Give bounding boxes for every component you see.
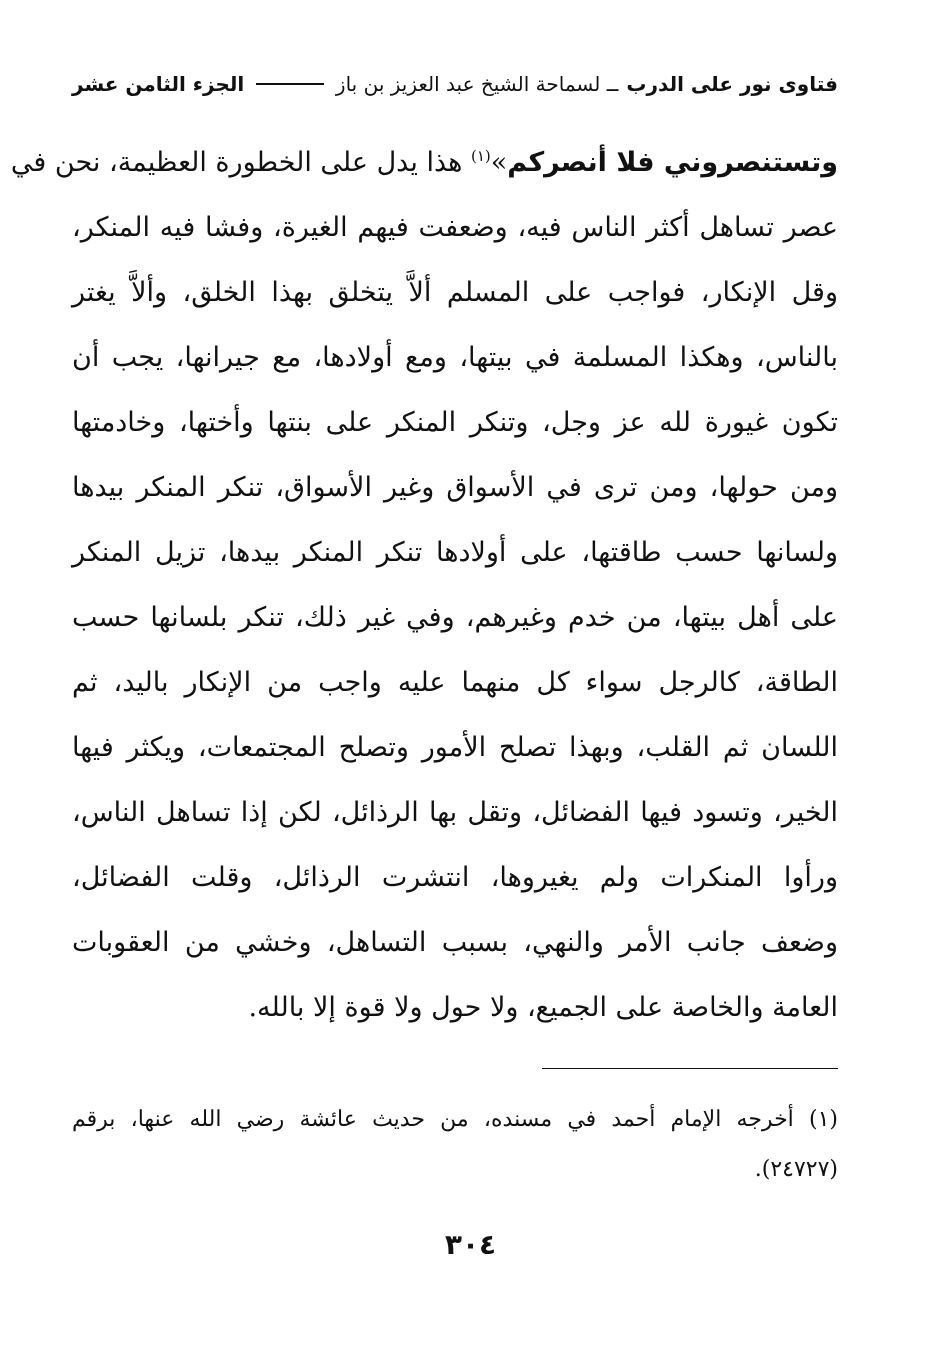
text-segment: هذا يدل على الخطورة العظيمة، نحن في <box>10 147 471 178</box>
body-text <box>10 130 838 1040</box>
text-line: على أهل بيتها، من خدم وغيرهم، وفي غير ذلك، تنكر بلسانها حسب <box>72 602 838 633</box>
text-line: وقل الإنكار، فواجب على المسلم ألاَّ يتخلق بهذا الخلق، وألاَّ يغتر <box>72 277 838 308</box>
text-line: ومن حولها، ومن ترى في الأسواق وغير الأسواق، تنكر المنكر بيدها <box>72 472 838 503</box>
bold-quote: وتستنصروني فلا أنصركم <box>507 147 838 178</box>
text-line: عصر تساهل أكثر الناس فيه، وضعفت فيهم الغيرة، وفشا فيه المنكر، <box>72 212 838 243</box>
text-line: اللسان ثم القلب، وبهذا تصلح الأمور وتصلح المجتمعات، ويكثر فيها <box>72 732 838 763</box>
page-number: ٣٠٤ <box>444 1228 497 1261</box>
text-line: بالناس، وهكذا المسلمة في بيتها، ومع أولادها، مع جيرانها، يجب أن <box>72 342 838 373</box>
running-header <box>72 64 838 104</box>
volume-label: الجزء الثامن عشر <box>72 72 245 96</box>
author-name: ــ لسماحة الشيخ عبد العزيز بن باز <box>335 72 619 96</box>
text-line: وضعف جانب الأمر والنهي، بسبب التساهل، وخشي من العقوبات <box>72 927 838 958</box>
footnote-separator <box>542 1068 838 1069</box>
text-line: الخير، وتسود فيها الفضائل، وتقل بها الرذائل، لكن إذا تساهل الناس، <box>72 797 838 828</box>
text-line <box>10 130 838 195</box>
text-line: الطاقة، كالرجل سواء كل منهما عليه واجب من الإنكار باليد، ثم <box>72 667 838 698</box>
footnotes <box>72 1095 838 1195</box>
text-line: العامة والخاصة على الجميع، ولا حول ولا قوة إلا بالله. <box>248 992 838 1023</box>
book-title: فتاوى نور على الدرب <box>626 72 838 96</box>
footnote-line: (٢٤٧٢٧). <box>754 1157 838 1182</box>
quote-close: » <box>490 147 508 178</box>
text-line: ورأوا المنكرات ولم يغيروها، انتشرت الرذائل، وقلت الفضائل، <box>72 862 838 893</box>
text-line: تكون غيورة لله عز وجل، وتنكر المنكر على بنتها وأختها، وخادمتها <box>72 407 838 438</box>
header-rule <box>256 83 324 85</box>
text-line: ولسانها حسب طاقتها، على أولادها تنكر المنكر بيدها، تزيل المنكر <box>72 537 838 568</box>
footnote-line: (١) أخرجه الإمام أحمد في مسنده، من حديث عائشة رضي الله عنها، برقم <box>72 1107 838 1132</box>
footnote-ref: (١) <box>470 147 491 165</box>
